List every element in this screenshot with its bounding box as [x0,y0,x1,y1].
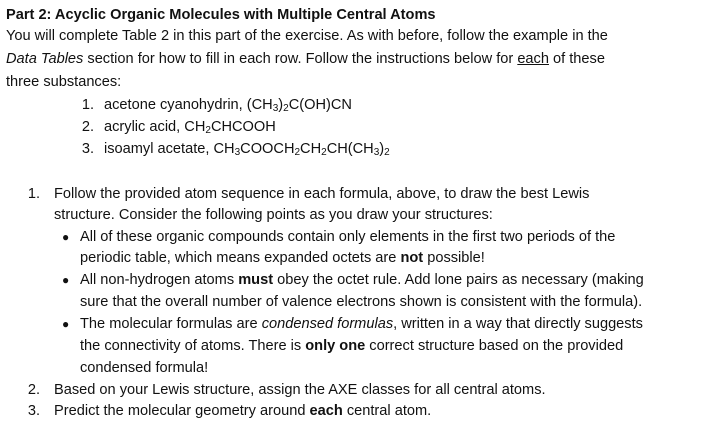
bullet-icon: ● [62,273,70,287]
bullet-1-line-1: All of these organic compounds contain only elements in the first two periods of the [80,229,616,245]
bullet-2-line-1: All non-hydrogen atoms must obey the octet rule. Add lone pairs as necessary (making [80,272,644,288]
substance-acrylic-acid: acrylic acid, $CH_2CHCOOH$ [104,119,276,136]
step-number: 2. [27,382,40,398]
bullet-3-line-2: the connectivity of atoms. There is only one correct structure based on the provided [80,338,624,354]
bullet-icon: ● [62,317,70,331]
substance-number: 2. [81,119,94,135]
step-2-text: Based on your Lewis structure, assign the AXE classes for all central atoms. [54,382,546,398]
step-3-text: Predict the molecular geometry around each central atom. [54,403,432,419]
intro-line-3: three substances: [6,74,122,90]
substance-number: 3. [81,141,94,157]
bullet-3-line-3: condensed formula! [80,360,209,376]
substance-number: 1. [81,97,94,113]
bullet-icon: ● [62,230,70,244]
bullet-2-line-2: sure that the overall number of valence electrons shown is consistent with the formula). [80,294,643,310]
section-title: Part 2: Acyclic Organic Molecules with Multiple Central Atoms [6,7,436,23]
step-number: 1. [27,186,40,202]
substance-acetone-cyanohydrin: acetone cyanohydrin, $(CH_3)_2C(OH)CN$ [104,97,352,114]
substance-isoamyl-acetate: isoamyl acetate, $CH_3COOCH_2CH_2CH(CH_3)_2$ [104,141,390,158]
intro-line-1: You will complete Table 2 in this part of the exercise. As with before, follow the example in the [6,28,608,44]
data-tables-emphasis: Data Tables [6,51,84,67]
step-number: 3. [27,403,40,419]
bullet-1-line-2: periodic table, which means expanded octets are not possible! [80,250,485,266]
step-1-line-2: structure. Consider the following points as you draw your structures: [54,207,493,223]
intro-line-2: Data Tables section for how to fill in each row. Follow the instructions below for each of these [6,51,605,67]
step-1-line-1: Follow the provided atom sequence in each formula, above, to draw the best Lewis [54,186,590,202]
bullet-3-line-1: The molecular formulas are condensed formulas, written in a way that directly suggests [80,316,643,332]
each-underline: each [517,51,549,67]
